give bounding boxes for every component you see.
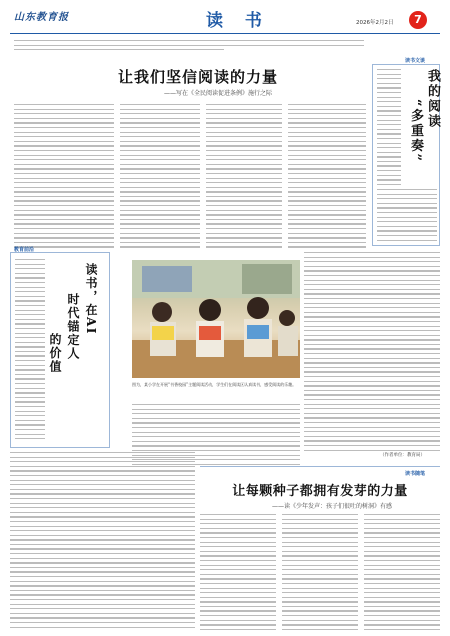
sidebar-right-box [372,64,440,246]
sidebar-right-text-bottom [377,189,437,243]
sidebar-right-title-2: “多重奏” [408,99,423,163]
sidebar-left-title-2: 时代锚定人 [66,293,80,361]
issue-date: 2026年2月2日 [356,20,394,26]
sidebar-left-box [10,252,110,448]
sidebar-left-text [15,259,45,443]
sidebar-left-title-3: 的价值 [48,333,62,374]
article2-body-col1 [200,514,276,632]
article2-headline: 让每颗种子都拥有发芽的力量 [232,484,408,499]
article2-body-col3 [364,514,440,632]
article2-tag: 读书随笔 [405,471,426,477]
sidebar-right-title-1: 我的阅读 [425,69,440,129]
sidebar-right-tag: 读书文谈 [405,58,426,64]
article1-subhead: ——写在《全民阅读促进条例》施行之际 [163,90,272,97]
mid-left-text [10,452,195,630]
newspaper-logo: 山东教育报 [14,12,69,23]
section-title: 读 书 [206,11,270,31]
reading-photo [132,260,300,378]
sidebar-left-title-1: 读书，在AI [84,263,98,335]
sidebar-right-byline: （作者单位：教育局） [380,453,425,458]
article1-headline: 让我们坚信阅读的力量 [117,68,278,86]
article2-body-col2 [282,514,358,632]
article1-body-col1 [14,104,114,250]
right-column-text [304,252,440,452]
page-number-badge: 7 [409,11,427,29]
header-rule [10,33,440,34]
sidebar-right-text-top [377,69,401,187]
sidebar-left-tag: 教育前沿 [14,247,35,253]
article1-body-col2 [120,104,200,250]
article1-body-col4 [288,104,366,250]
photo-caption: 图为，某小学在开展“书香校园”主题阅读活动，学生们在阅读区认真读书，感受阅读的乐趣。 [132,382,297,387]
photo-side-text [132,404,300,468]
article2-top-rule [200,466,440,467]
top-strip-text [14,40,364,58]
children-reading-illustration [132,260,300,378]
article2-subhead: ——读《少年发声：孩子们很吐的树洞》有感 [271,503,392,510]
article1-body-col3 [206,104,282,250]
masthead [0,0,450,40]
